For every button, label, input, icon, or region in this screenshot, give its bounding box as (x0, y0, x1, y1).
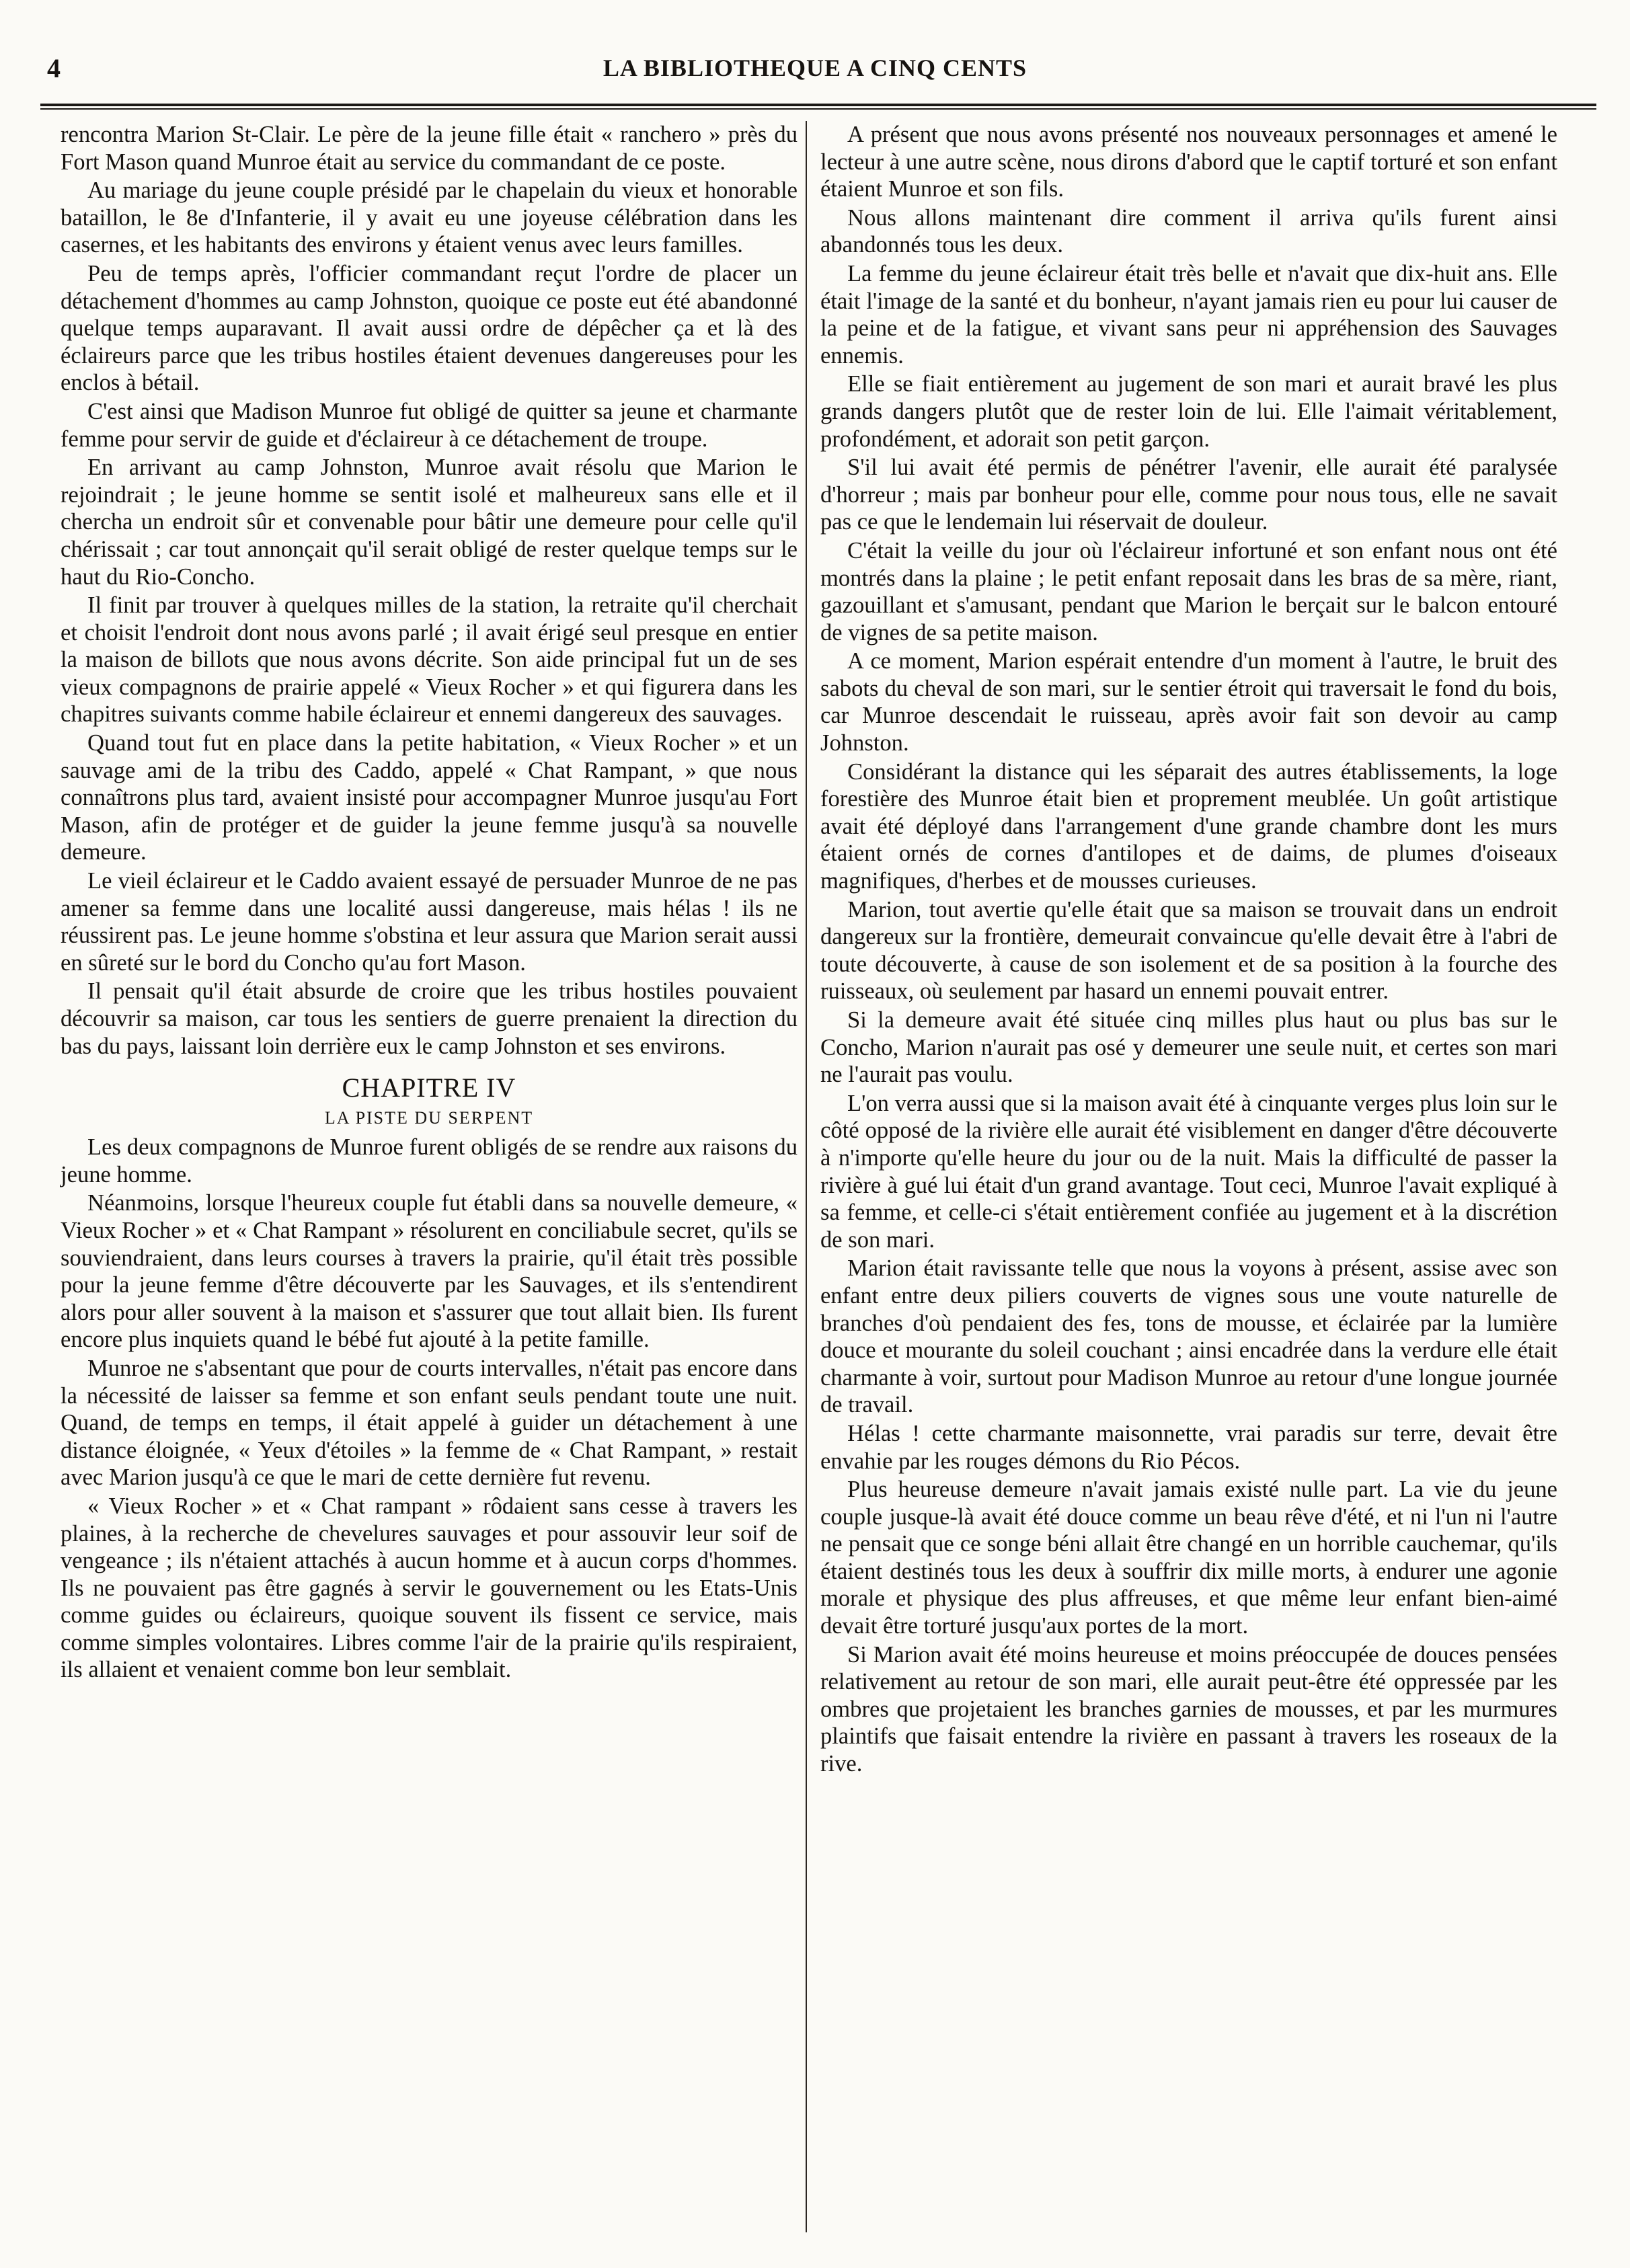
paragraph: La femme du jeune éclaireur était très belle et n'avait que dix-huit ans. Elle était l'image de la santé et du bonheur, n'ayant jamais rien eu pour lui causer de la peine et de la fatigue, et vivant sans peur ni appréhension des Sauvages ennemis. (820, 260, 1557, 368)
header-rule (40, 104, 1596, 110)
paragraph: Marion était ravissante telle que nous la voyons à présent, assise avec son enfant entre deux piliers couverts de vignes sous une voute naturelle de branches d'où pendaient des fes, tons de mousse, et éclairée par la lumière douce et mourante du soleil couchant ; ainsi encadrée dans la verdure elle était charmante à voir, surtout pour Madison Munroe au retour d'une longue journée de travail. (820, 1255, 1557, 1418)
paragraph: « Vieux Rocher » et « Chat rampant » rôdaient sans cesse à travers les plaines, à la recherche de chevelures sauvages et pour assouvir leur soif de vengeance ; ils n'étaient attachés à aucun homme et à aucun corps d'hommes. Ils ne pouvaient pas être gagnés à servir le gouvernement ou les Etats-Unis comme guides ou éclaireurs, quoique souvent ils fissent ce service, mais comme simples volontaires. Libres comme l'air de la prairie qu'ils respiraient, ils allaient et venaient comme bon leur semblait. (61, 1493, 798, 1683)
paragraph: Le vieil éclaireur et le Caddo avaient essayé de persuader Munroe de ne pas amener sa femme dans une localité aussi dangereuse, mais hélas ! ils ne réussirent pas. Le jeune homme s'obstina et leur assura que Marion serait aussi en sûreté sur le bord du Concho qu'au fort Mason. (61, 868, 798, 976)
paragraph: Au mariage du jeune couple présidé par le chapelain du vieux et honorable bataillon, le 8e d'Infanterie, il y avait eu une joyeuse célébration dans les casernes, et les habitants des environs y étaient venus avec leurs familles. (61, 178, 798, 258)
page-heading: LA BIBLIOTHEQUE A CINQ CENTS (603, 54, 1027, 81)
paragraph: Elle se fiait entièrement au jugement de son mari et aurait bravé les plus grands dangers plutôt que de rester loin de lui. Elle l'aimait véritablement, profondément, et adorait son petit garçon. (820, 371, 1557, 452)
paragraph: C'était la veille du jour où l'éclaireur infortuné et son enfant nous ont été montrés dans la plaine ; le petit enfant reposait dans les bras de sa mère, riant, gazouillant et s'amusant, pendant que Marion le berçait sur le balcon entouré de vignes de sa petite maison. (820, 537, 1557, 646)
paragraph: rencontra Marion St-Clair. Le père de la jeune fille était « ranchero » près du Fort Mason quand Munroe était au service du commandant de ce poste. (61, 122, 798, 175)
paragraph: Munroe ne s'absentant que pour de courts intervalles, n'était pas encore dans la nécessité de laisser sa femme et son enfant seuls pendant toute une nuit. Quand, de temps en temps, il était appelé à guider un détachement à une distance éloignée, « Yeux d'étoiles » la femme de « Chat Rampant, » restait avec Marion jusqu'à ce que le mari de cette dernière fut revenu. (61, 1355, 798, 1491)
paragraph: L'on verra aussi que si la maison avait été à cinquante verges plus loin sur le côté opposé de la rivière elle aurait été visiblement en danger d'être découverte à n'importe qu'elle heure du jour ou de la nuit. Mais la difficulté de passer la rivière à gué lui était d'un grand avantage. Tout ceci, Munroe l'avait expliqué à sa femme, et celle-ci s'était entièrement confiée au jugement et à la discrétion de son mari. (820, 1090, 1557, 1253)
chapter-subtitle: LA PISTE DU SERPENT (324, 1108, 534, 1128)
paragraph: Marion, tout avertie qu'elle était que sa maison se trouvait dans un endroit dangereux sur la frontière, demeurait convaincue qu'elle devait être à l'abri de toute découverte, à cause de son isolement et de sa position à la fourche des ruisseaux, où seulement par hasard un ennemi pouvait entrer. (820, 896, 1557, 1005)
paragraph: Néanmoins, lorsque l'heureux couple fut établi dans sa nouvelle demeure, « Vieux Rocher » et « Chat Rampant » résolurent en conciliabule secret, qu'ils se souviendraient, dans leurs courses à travers la prairie, qu'il était très possible pour la jeune femme d'être découverte par les Sauvages, et ils s'entendirent alors pour aller souvent à la maison et s'assurer que tout allait bien. Ils furent encore plus inquiets quand le bébé fut ajouté à la petite famille. (61, 1190, 798, 1353)
paragraph: S'il lui avait été permis de pénétrer l'avenir, elle aurait été paralysée d'horreur ; mais par bonheur pour elle, comme pour nous tous, elle ne savait pas ce que le lendemain lui réservait de douleur. (820, 455, 1557, 535)
paragraph: A présent que nous avons présenté nos nouveaux personnages et amené le lecteur à une autre scène, nous dirons d'abord que le captif torturé et son enfant étaient Munroe et son fils. (820, 122, 1557, 202)
column-divider (806, 121, 807, 2232)
paragraph: Il pensait qu'il était absurde de croire que les tribus hostiles pouvaient découvrir sa maison, car tous les sentiers de guerre prenaient la direction du bas du pays, laissant loin derrière eux le camp Johnston et ses environs. (61, 978, 798, 1059)
left-column (61, 121, 798, 1684)
paragraph: Il finit par trouver à quelques milles de la station, la retraite qu'il cherchait et choisit l'endroit dont nous avons parlé ; il avait érigé seul presque en entier la maison de billots que nous avons décrite. Son aide principal fut un de ses vieux compagnons de prairie appelé « Vieux Rocher » et qui figurera dans les chapitres suivants comme habile éclaireur et ennemi dangereux des sauvages. (61, 592, 798, 728)
paragraph: Si Marion avait été moins heureuse et moins préoccupée de douces pensées relativement au retour de son mari, elle aurait peut-être été oppressée par les ombres que projetaient les branches garnies de mousses, et par les murmures plaintifs que faisait entendre la rivière en passant à travers les roseaux de la rive. (820, 1641, 1557, 1777)
paragraph: Nous allons maintenant dire comment il arriva qu'ils furent ainsi abandonnés tous les deux. (820, 204, 1557, 258)
newspaper-page (34, 47, 1596, 2253)
paragraph: Peu de temps après, l'officier commandant reçut l'ordre de placer un détachement d'hommes au camp Johnston, quoique ce poste eut été abandonné quelque temps auparavant. Il avait aussi ordre de dépêcher ça et là des éclaireurs parce que les tribus hostiles étaient devenues dangereuses pour les enclos à bétail. (61, 260, 798, 396)
paragraph: A ce moment, Marion espérait entendre d'un moment à l'autre, le bruit des sabots du cheval de son mari, sur le sentier étroit qui traversait le fond du bois, car Munroe descendait le ruisseau, après avoir fait son devoir au camp Johnston. (820, 648, 1557, 756)
paragraph: Plus heureuse demeure n'avait jamais existé nulle part. La vie du jeune couple jusque-là avait été douce comme un beau rêve d'été, et ni l'un ni l'autre ne pensait que ce songe béni allait être changé en un horrible cauchemar, qu'ils étaient destinés tous les deux à souffrir dix mille morts, à endurer une agonie morale et physique des plus affreuses, et que même leur enfant bien-aimé devait être torturé jusqu'aux portes de la mort. (820, 1477, 1557, 1639)
running-head (34, 47, 1596, 90)
paragraph: Considérant la distance qui les séparait des autres établissements, la loge forestière des Munroe était bien et proprement meublée. Un goût artistique avait été déployé dans l'arrangement d'une grande chambre dont les murs étaient ornés de cornes d'antilopes et de daims, de plumes d'oiseaux magnifiques, d'herbes et de mousses curieuses. (820, 758, 1557, 894)
right-column (820, 121, 1557, 1778)
paragraph: Si la demeure avait été située cinq milles plus haut ou plus bas sur le Concho, Marion n'aurait pas osé y demeurer une seule nuit, et certes son mari ne l'aurait pas voulu. (820, 1007, 1557, 1088)
paragraph: En arrivant au camp Johnston, Munroe avait résolu que Marion le rejoindrait ; le jeune homme se sentit isolé et malheureux sans elle et il chercha un endroit sûr et convenable pour bâtir une demeure pour celle qu'il chérissait ; car tout annonçait qu'il serait obligé de rester quelque temps sur le haut du Rio-Concho. (61, 455, 798, 590)
chapter-title: CHAPITRE IV (342, 1072, 516, 1103)
paragraph: Hélas ! cette charmante maisonnette, vrai paradis sur terre, devait être envahie par les rouges démons du Rio Pécos. (820, 1420, 1557, 1474)
page-number: 4 (47, 53, 61, 83)
paragraph: Les deux compagnons de Munroe furent obligés de se rendre aux raisons du jeune homme. (61, 1134, 798, 1187)
text-columns (34, 121, 1596, 2253)
paragraph: C'est ainsi que Madison Munroe fut obligé de quitter sa jeune et charmante femme pour servir de guide et d'éclaireur à ce détachement de troupe. (61, 398, 798, 452)
paragraph: Quand tout fut en place dans la petite habitation, « Vieux Rocher » et un sauvage ami de la tribu des Caddo, appelé « Chat Rampant, » que nous connaîtrons plus tard, avaient insisté pour accompagner Munroe jusqu'au Fort Mason, afin de protéger et de guider la jeune femme jusqu'à sa nouvelle demeure. (61, 730, 798, 865)
